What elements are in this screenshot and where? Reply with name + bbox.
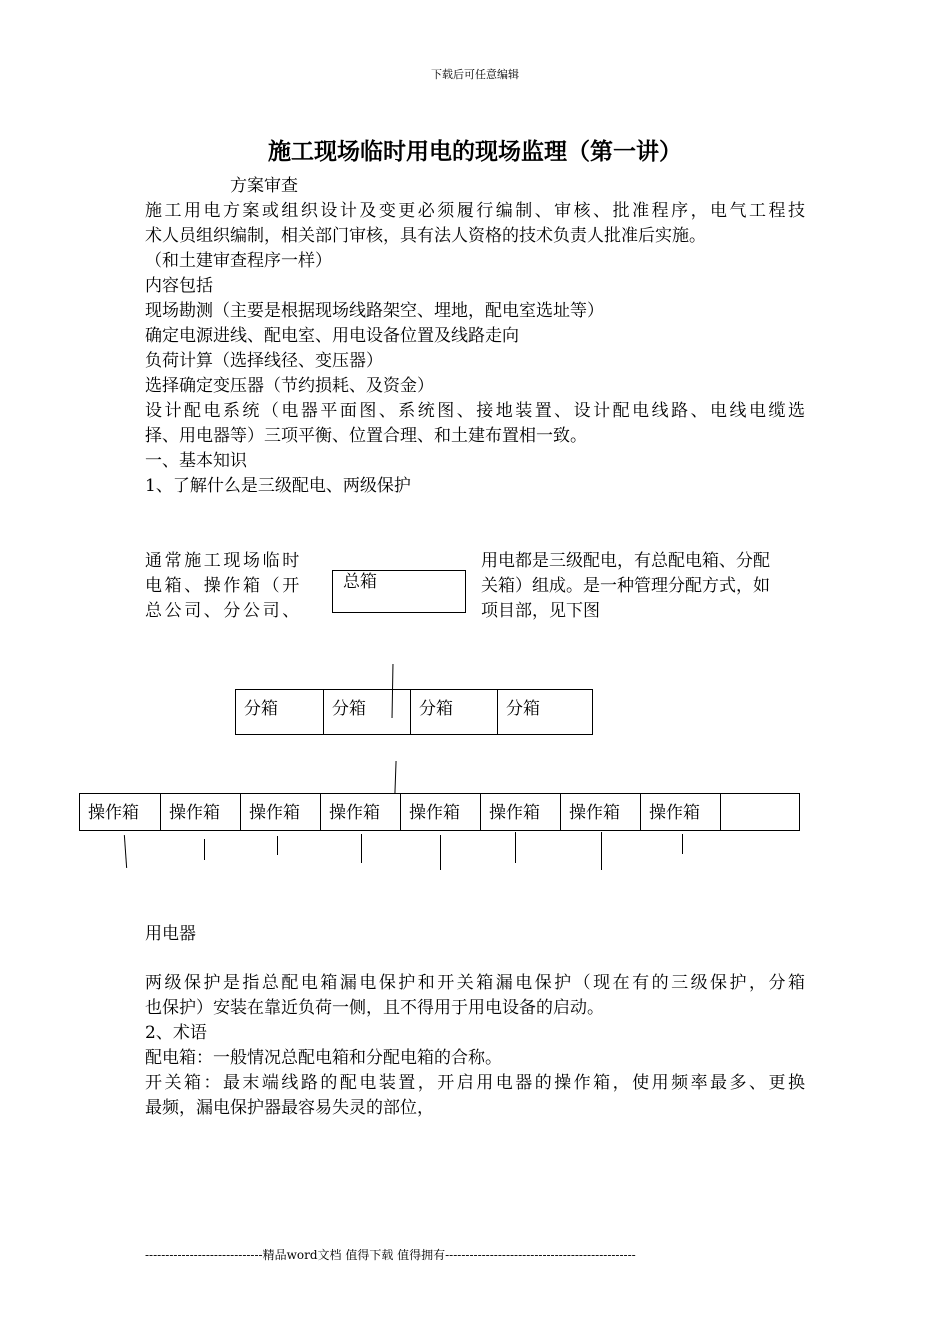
content-item: 确定电源进线、配电室、用电设备位置及线路走向 bbox=[145, 326, 519, 346]
protection-line2: 也保护）安装在靠近负荷一侧，且不得用于用电设备的启动。 bbox=[145, 998, 604, 1018]
appliance-line bbox=[515, 832, 516, 863]
right-text-line: 关箱）组成。是一种管理分配方式，如 bbox=[481, 576, 770, 596]
definition-switch-box-line2: 最频，漏电保护器最容易失灵的部位， bbox=[145, 1098, 434, 1118]
left-text-line: 通常施工现场临时 bbox=[145, 551, 302, 571]
switch-box: 操作箱 bbox=[320, 794, 400, 830]
appliance-line bbox=[440, 835, 441, 870]
appliance-line bbox=[204, 839, 205, 860]
para1-line2: 术人员组织编制，相关部门审核，具有法人资格的技术负责人批准后实施。 bbox=[145, 226, 706, 246]
switch-box: 操作箱 bbox=[400, 794, 480, 830]
design-line1: 设计配电系统（电器平面图、系统图、接地装置、设计配电线路、电线电缆选 bbox=[145, 401, 805, 421]
left-text-line: 电箱、操作箱（开 bbox=[145, 576, 302, 596]
content-item: 负荷计算（选择线径、变压器） bbox=[145, 351, 383, 371]
switch-box: 操作箱 bbox=[88, 803, 139, 823]
right-text-line: 项目部，见下图 bbox=[481, 601, 600, 621]
appliance-line bbox=[682, 834, 683, 854]
page-header: 下载后可任意编辑 bbox=[431, 68, 519, 81]
para1-line1: 施工用电方案或组织设计及变更必须履行编制、审核、批准程序，电气工程技 bbox=[145, 201, 805, 221]
sub-box: 分箱 bbox=[244, 699, 278, 719]
switch-box-empty bbox=[720, 794, 799, 830]
plan-review-heading: 方案审查 bbox=[230, 176, 298, 196]
appliance-line bbox=[601, 832, 602, 870]
document-title: 施工现场临时用电的现场监理（第一讲） bbox=[268, 138, 682, 165]
switch-box: 操作箱 bbox=[240, 794, 320, 830]
content-heading: 内容包括 bbox=[145, 276, 213, 296]
para1-line3: （和土建审查程序一样） bbox=[145, 251, 332, 271]
page-footer: -----------------------------精品word文档 值得下载 值得拥有----------------------------------------------- bbox=[145, 1248, 636, 1262]
main-distribution-box bbox=[332, 570, 466, 613]
sub-box: 分箱 bbox=[497, 690, 592, 734]
content-item: 选择确定变压器（节约损耗、及资金） bbox=[145, 376, 434, 396]
basic-knowledge-heading: 一、基本知识 bbox=[145, 451, 247, 471]
sub-box: 分箱 bbox=[410, 690, 497, 734]
sub-box-row bbox=[235, 689, 593, 735]
definition-distribution-box: 配电箱：一般情况总配电箱和分配电箱的合称。 bbox=[145, 1048, 502, 1068]
switch-box-row bbox=[79, 793, 800, 831]
appliance-line bbox=[277, 836, 278, 855]
switch-box: 操作箱 bbox=[480, 794, 560, 830]
question-1: 1、了解什么是三级配电、两级保护 bbox=[145, 476, 411, 496]
main-box-label: 总箱 bbox=[343, 572, 377, 592]
sub-box: 分箱 bbox=[323, 690, 410, 734]
protection-line1: 两级保护是指总配电箱漏电保护和开关箱漏电保护（现在有的三级保护，分箱 bbox=[145, 973, 805, 993]
design-line2: 择、用电器等）三项平衡、位置合理、和土建布置相一致。 bbox=[145, 426, 587, 446]
switch-box: 操作箱 bbox=[640, 794, 720, 830]
content-item: 现场勘测（主要是根据现场线路架空、埋地，配电室选址等） bbox=[145, 301, 604, 321]
appliance-line bbox=[361, 834, 362, 863]
connector-line bbox=[394, 761, 396, 793]
switch-box: 操作箱 bbox=[160, 794, 240, 830]
definition-switch-box-line1: 开关箱：最末端线路的配电装置，开启用电器的操作箱，使用频率最多、更换 bbox=[145, 1073, 805, 1093]
left-text-line: 总公司、分公司、 bbox=[145, 601, 302, 621]
right-text-line: 用电都是三级配电，有总配电箱、分配 bbox=[481, 551, 770, 571]
appliance-line bbox=[124, 835, 127, 868]
switch-box: 操作箱 bbox=[560, 794, 640, 830]
appliance-label: 用电器 bbox=[145, 924, 196, 944]
terms-heading: 2、术语 bbox=[145, 1023, 207, 1043]
